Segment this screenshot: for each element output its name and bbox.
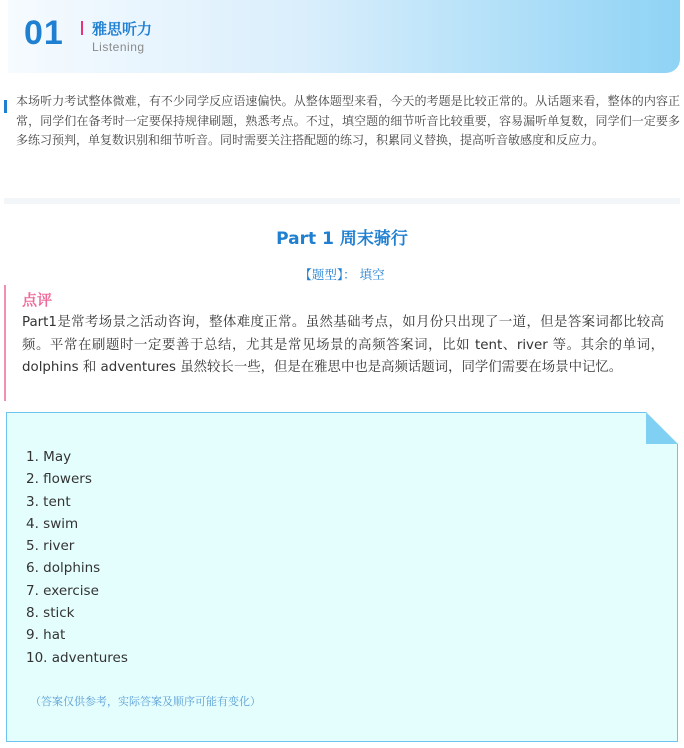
answer-note: （答案仅供参考，实际答案及顺序可能有变化） [30,695,261,708]
section-subtitle: Listening [92,40,145,54]
answer-item: 10. adventures [26,649,128,666]
answer-item: 1. May [26,449,72,465]
question-type: 【题型】： 填空 [299,267,385,282]
section-header [8,0,680,73]
section-number: 01 [24,14,64,52]
answer-item: 6. dolphins [26,560,101,577]
header-divider [81,21,83,35]
answer-list [26,446,128,669]
comment-accent-bar [4,285,6,401]
answer-item: 2. flowers [26,471,92,488]
part-title: Part 1 周末骑行 [276,229,408,249]
comment-title: 点评 [22,291,53,309]
section-title: 雅思听力 [92,20,153,38]
answer-item: 4. swim [26,515,79,532]
intro-text: 本场听力考试整体微难，有不少同学反应语速偏快。从整体题型来看，今天的考题是比较正常的。从话题来看，整体的内容正常，同学们在备考时一定要保持规律刷题，熟悉考点。不过，填空题的细节听音比较重要，容易漏听单复数，同学们一定要多多练习预判，单复数识别和细节听音。同时需要关注搭配题的练习，积累同义替换，提高听音敏感度和反应力。 [16,94,680,147]
answer-item: 3. tent [26,493,71,510]
intro-block [4,92,680,204]
answer-item: 7. exercise [26,582,99,599]
answer-item: 9. hat [26,627,66,644]
comment-text: Part1是常考场景之活动咨询，整体难度正常。虽然基础考点，如月份只出现了一道，但是答案词都比较高频。平常在刷题时一定要善于总结，尤其是常见场景的高频答案词，比如 tent、river 等。其余的单词，dolphins 和 adventures 虽然较长一些，但是在雅思中也是高频话题词，同学们需要在场景中记忆。 [22,315,664,375]
intro-accent-bar [4,100,7,113]
folded-corner-icon [646,412,678,444]
answer-box [6,412,678,742]
answer-item: 8. stick [26,605,75,622]
answer-item: 5. river [26,538,75,555]
